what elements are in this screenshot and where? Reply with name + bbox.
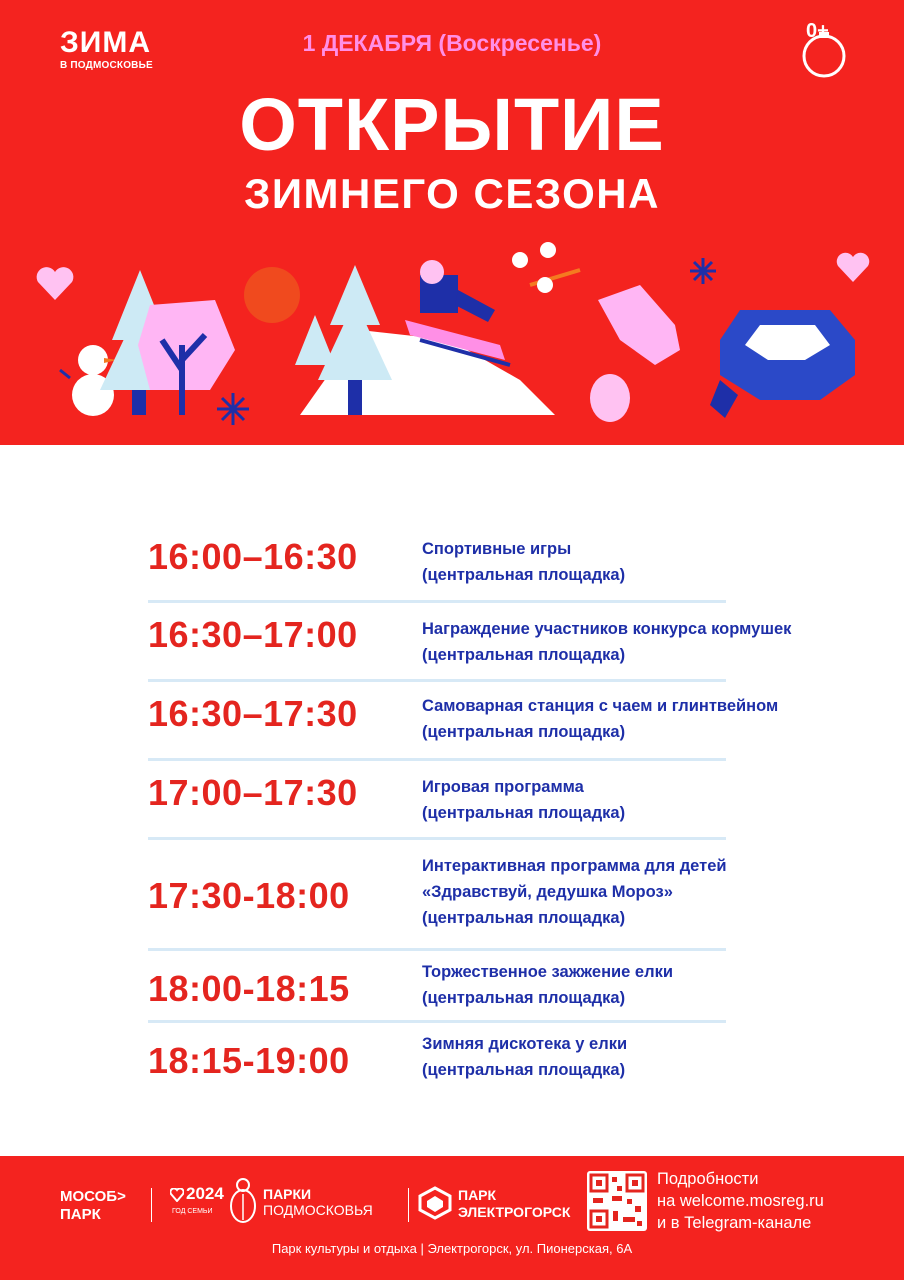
schedule-time: 16:30–17:30: [148, 693, 358, 734]
parks-podmoskovya-logo: [263, 1186, 373, 1218]
parks-line1: ПАРКИ: [263, 1186, 312, 1202]
title-line-2: ЗИМНЕГО СЕЗОНА: [244, 170, 660, 217]
schedule-title: Награждение участников конкурса кормушек: [422, 620, 792, 638]
divider: [408, 1188, 409, 1222]
heart-icon: [170, 1188, 184, 1202]
schedule-description: [422, 693, 778, 745]
schedule-time: 18:00-18:15: [148, 968, 350, 1009]
parks-line2: ПОДМОСКОВЬЯ: [263, 1202, 373, 1218]
schedule-description: [422, 853, 727, 931]
schedule-title: Игровая программа: [422, 778, 584, 796]
park-elektrogorsk-logo: [458, 1187, 570, 1221]
park-elektrogorsk-icon: [418, 1186, 452, 1220]
schedule-description: [422, 536, 625, 588]
year-family-caption: ГОД СЕМЬИ: [172, 1208, 213, 1215]
pinecone-icon: [590, 374, 630, 422]
info-line1: Подробности: [657, 1170, 759, 1188]
age-rating-text: 0+: [806, 20, 829, 42]
tube-sled-icon: [710, 310, 855, 418]
branch-icon: [512, 242, 580, 293]
schedule-location: (центральная площадка): [422, 566, 626, 584]
qr-code-icon[interactable]: [587, 1171, 647, 1231]
schedule-location: (центральная площадка): [422, 909, 626, 927]
heart-icon: [837, 253, 869, 282]
footer: [0, 1156, 904, 1280]
separator: [148, 679, 726, 682]
schedule-title-quote: «Здравствуй, дедушка Мороз»: [422, 883, 673, 901]
event-date: 1 ДЕКАБРЯ (Воскресенье): [302, 30, 602, 56]
acorn-icon: [228, 1176, 258, 1224]
heart-icon: [37, 267, 74, 300]
separator: [148, 758, 726, 761]
divider: [151, 1188, 152, 1222]
snowflake-icon: [217, 393, 249, 425]
info-text: [657, 1168, 824, 1234]
title-line-1: ОТКРЫТИЕ: [239, 83, 665, 166]
info-line2[interactable]: на welcome.mosreg.ru: [657, 1192, 824, 1210]
schedule-location: (центральная площадка): [422, 723, 626, 741]
schedule-title: Интерактивная программа для детей: [422, 857, 727, 875]
separator: [148, 948, 726, 951]
schedule-title: Зимняя дискотека у елки: [422, 1035, 628, 1053]
mitten-icon: [598, 285, 680, 365]
hero-banner: [0, 0, 904, 445]
snowflake-icon: [690, 258, 716, 284]
schedule-location: (центральная площадка): [422, 1061, 626, 1079]
park-line1: ПАРК: [458, 1187, 497, 1203]
schedule-description: [422, 616, 791, 668]
qr-code-pattern: [587, 1171, 647, 1231]
schedule-time: 17:30-18:00: [148, 875, 350, 916]
park-line2: ЭЛЕКТРОГОРСК: [458, 1204, 571, 1220]
logo-title: ЗИМА: [60, 26, 152, 59]
schedule-description: [422, 774, 625, 826]
separator: [148, 837, 726, 840]
mosobpark-line2: ПАРК: [60, 1206, 101, 1223]
schedule-title: Самоварная станция с чаем и глинтвейном: [422, 697, 779, 715]
schedule-title: Спортивные игры: [422, 540, 572, 558]
schedule-location: (центральная площадка): [422, 646, 626, 664]
schedule-title: Торжественное зажжение елки: [422, 963, 673, 981]
age-rating-badge: [800, 22, 850, 78]
info-line3: и в Telegram-канале: [657, 1214, 812, 1232]
schedule-time: 18:15-19:00: [148, 1040, 350, 1081]
schedule-location: (центральная площадка): [422, 989, 626, 1007]
schedule-time: 17:00–17:30: [148, 772, 358, 813]
orange-icon: [244, 267, 300, 323]
schedule-time: 16:00–16:30: [148, 536, 358, 577]
schedule-description: [422, 1031, 627, 1083]
separator: [148, 1020, 726, 1023]
winter-illustration: [0, 230, 904, 445]
address: Парк культуры и отдыха | Электрогорск, ул. Пионерская, 6А: [271, 1241, 633, 1256]
year-family-logo: 2024: [186, 1184, 224, 1203]
separator: [148, 600, 726, 603]
schedule-location: (центральная площадка): [422, 804, 626, 822]
mosobpark-line1: МОСОБ>: [60, 1188, 126, 1205]
schedule-description: [422, 959, 673, 1011]
logo-subtitle: В ПОДМОСКОВЬЕ: [60, 60, 153, 71]
schedule-time: 16:30–17:00: [148, 614, 358, 655]
mosobpark-logo: [60, 1188, 126, 1224]
